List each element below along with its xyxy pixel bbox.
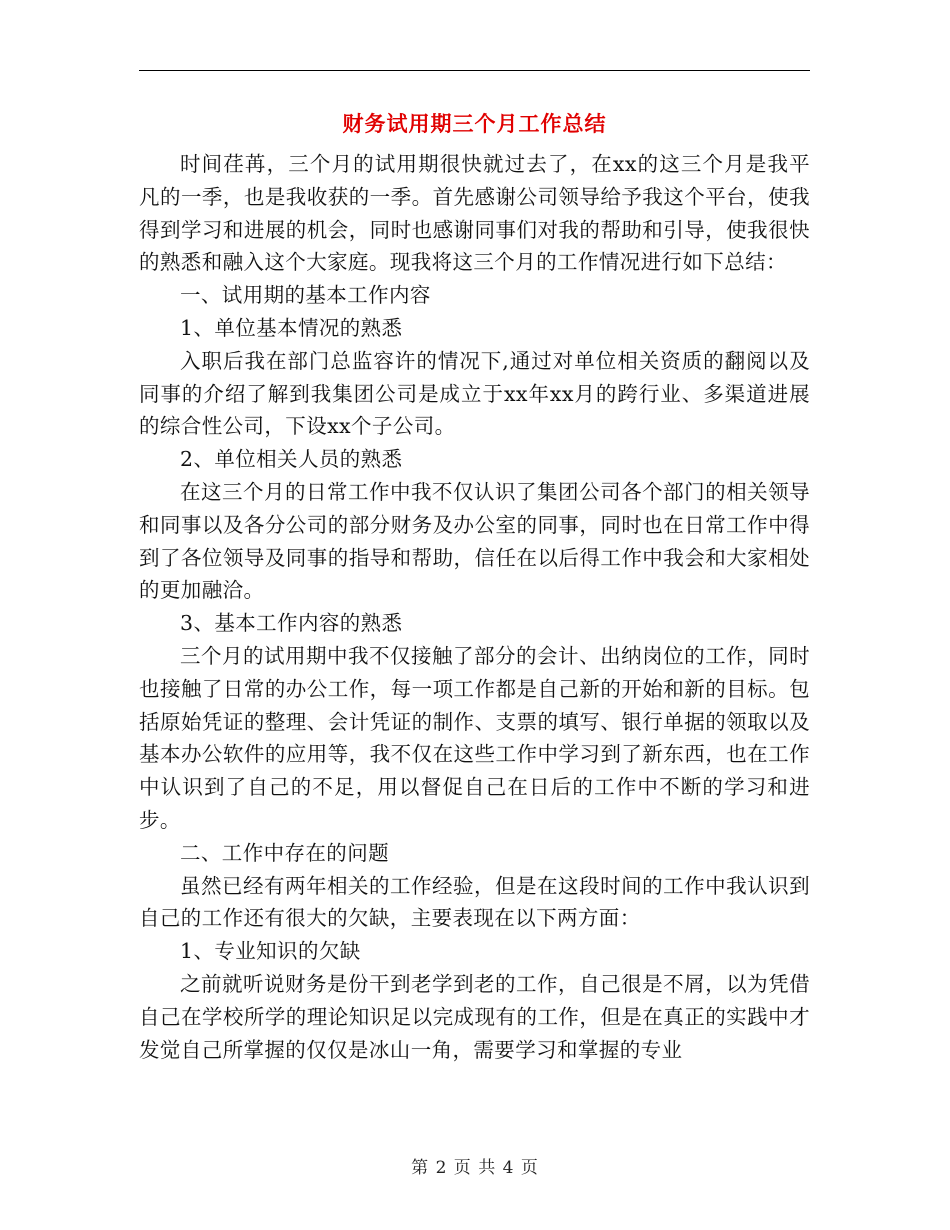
page-footer [0,1153,950,1178]
paragraph: 之前就听说财务是份干到老学到老的工作，自己很是不屑，以为凭借自己在学校所学的理论知识足以完成现有的工作，但是在真正的实践中才发觉自己所掌握的仅仅是冰山一角，需要学习和掌握的专业 [139,971,810,1062]
subsection-heading: 2、单位相关人员的熟悉 [180,447,403,472]
document-title: 财务试用期三个月工作总结 [342,112,607,136]
subsection-heading: 3、基本工作内容的熟悉 [180,611,403,636]
page-number: 第 2 页 共 4 页 [411,1158,539,1178]
section-heading: 一、试用期的基本工作内容 [180,283,431,308]
subsection-heading: 1、单位基本情况的熟悉 [180,315,403,340]
paragraph: 三个月的试用期中我不仅接触了部分的会计、出纳岗位的工作，同时也接触了日常的办公工作，每一项工作都是自己新的开始和新的目标。包括原始凭证的整理、会计凭证的制作、支票的填写、银行单据的领取以及基本办公软件的应用等，我不仅在这些工作中学习到了新东西，也在工作中认识到了自己的不足，用以督促自己在日后的工作中不断的学习和进步。 [139,643,810,832]
header-rule [139,70,810,71]
document-body [139,148,810,1066]
subsection-heading: 1、专业知识的欠缺 [180,939,361,964]
paragraph: 时间荏苒，三个月的试用期很快就过去了，在xx的这三个月是我平凡的一季，也是我收获的一季。首先感谢公司领导给予我这个平台，使我得到学习和进展的机会，同时也感谢同事们对我的帮助和引导，使我很快的熟悉和融入这个大家庭。现我将这三个月的工作情况进行如下总结： [139,152,810,275]
paragraph: 在这三个月的日常工作中我不仅认识了集团公司各个部门的相关领导和同事以及各分公司的部分财务及办公室的同事，同时也在日常工作中得到了各位领导及同事的指导和帮助，信任在以后得工作中我会和大家相处的更加融洽。 [139,479,810,603]
paragraph: 虽然已经有两年相关的工作经验，但是在这段时间的工作中我认识到自己的工作还有很大的欠缺，主要表现在以下两方面： [139,873,810,931]
paragraph: 入职后我在部门总监容许的情况下,通过对单位相关资质的翻阅以及同事的介绍了解到我集团公司是成立于xx年xx月的跨行业、多渠道进展的综合性公司，下设xx个子公司。 [139,348,810,439]
section-heading: 二、工作中存在的问题 [180,840,389,865]
